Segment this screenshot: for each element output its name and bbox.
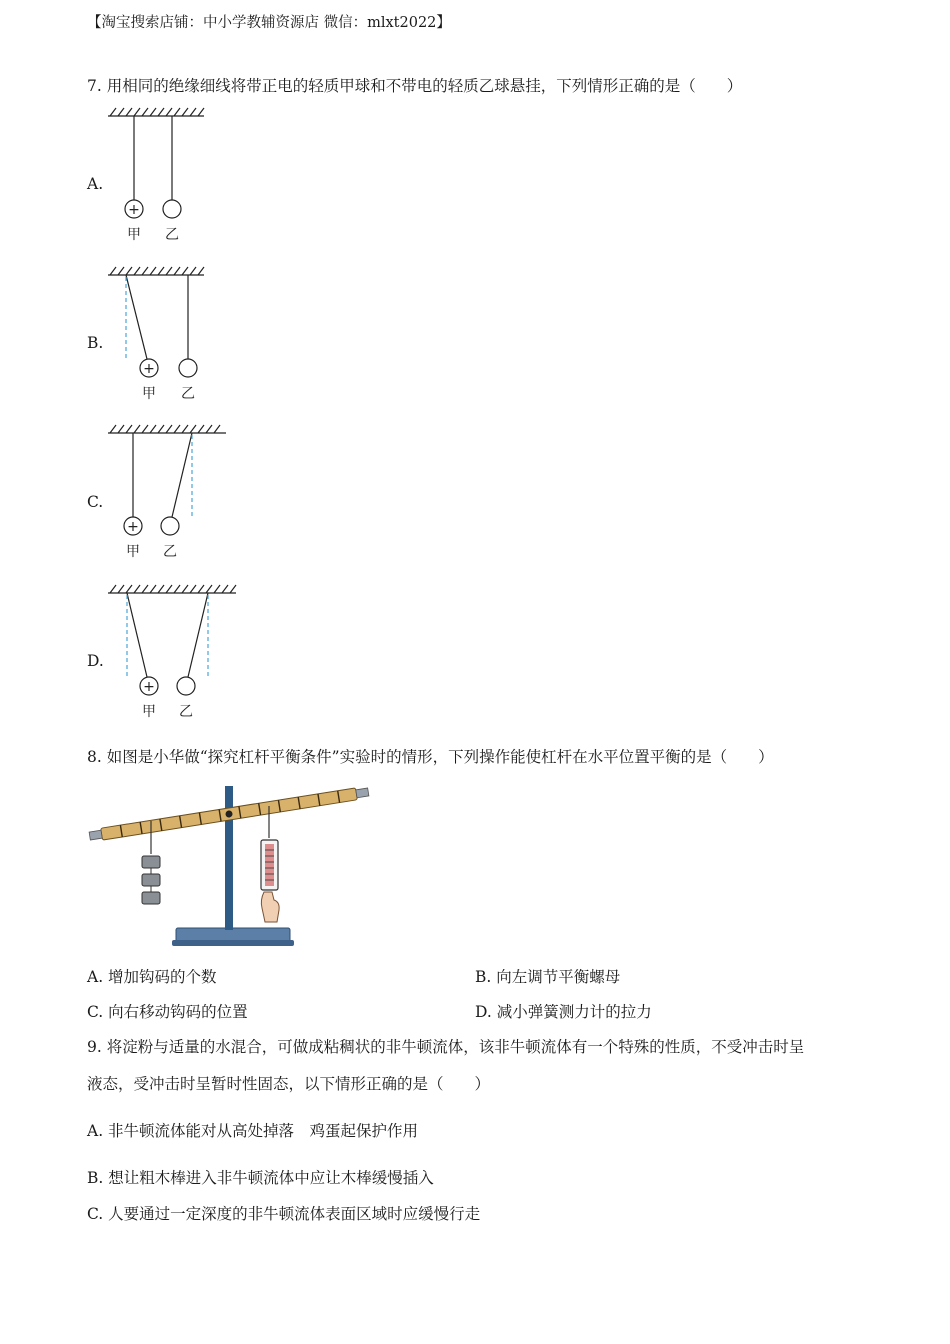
ball-yi [179, 359, 197, 377]
label-yi: 乙 [165, 227, 179, 243]
q9-option-c: C. 人要通过一定深度的非牛顿流体表面区域时应缓慢行走 [87, 1205, 481, 1223]
page-header: 【淘宝搜索店铺：中小学教辅资源店 微信：mlxt2022】 [87, 15, 451, 31]
label-jia: 甲 [127, 227, 141, 243]
label-yi: 乙 [181, 386, 195, 402]
charge-sign: + [143, 361, 155, 377]
charge-sign: + [128, 202, 140, 218]
question-9-stem-line1: 9. 将淀粉与适量的水混合，可做成粘稠状的非牛顿流体，该非牛顿流体有一个特殊的性质，不受冲击时呈 [87, 1038, 805, 1056]
question-8-stem: 8. 如图是小华做“探究杠杆平衡条件”实验时的情形，下列操作能使杠杆在水平位置平衡的是（ ） [87, 748, 774, 766]
question-7-stem: 7. 用相同的绝缘细线将带正电的轻质甲球和不带电的轻质乙球悬挂，下列情形正确的是（ ） [87, 77, 743, 95]
q9-option-a: A. 非牛顿流体能对从高处掉落 鸡蛋起保护作用 [87, 1122, 419, 1140]
q7-figure-b [100, 263, 240, 408]
q8-option-a: A. 增加钩码的个数 [87, 968, 217, 986]
lever-figure [86, 776, 376, 952]
q7-figure-d [100, 581, 245, 726]
ball-yi [161, 517, 179, 535]
q7-option-b-label: B. [87, 334, 104, 352]
q8-option-c: C. 向右移动钩码的位置 [87, 1003, 248, 1021]
charge-sign: + [127, 519, 139, 535]
label-jia: 甲 [142, 386, 156, 402]
ball-yi [177, 677, 195, 695]
question-9-stem-line2: 液态，受冲击时呈暂时性固态，以下情形正确的是（ ） [87, 1075, 491, 1093]
label-yi: 乙 [163, 544, 177, 560]
ball-yi [163, 200, 181, 218]
charge-sign: + [143, 679, 155, 695]
q7-figure-a [100, 104, 240, 249]
q8-option-b: B. 向左调节平衡螺母 [475, 968, 621, 986]
q7-option-c-label: C. [87, 493, 104, 511]
q8-option-d: D. 减小弹簧测力计的拉力 [475, 1003, 652, 1021]
label-yi: 乙 [179, 704, 193, 720]
label-jia: 甲 [126, 544, 140, 560]
q7-figure-c [100, 421, 240, 566]
q9-option-b: B. 想让粗木棒进入非牛顿流体中应让木棒缓慢插入 [87, 1169, 434, 1187]
label-jia: 甲 [142, 704, 156, 720]
q7-option-d-label: D. [87, 652, 104, 670]
q7-option-a-label: A. [87, 175, 104, 193]
